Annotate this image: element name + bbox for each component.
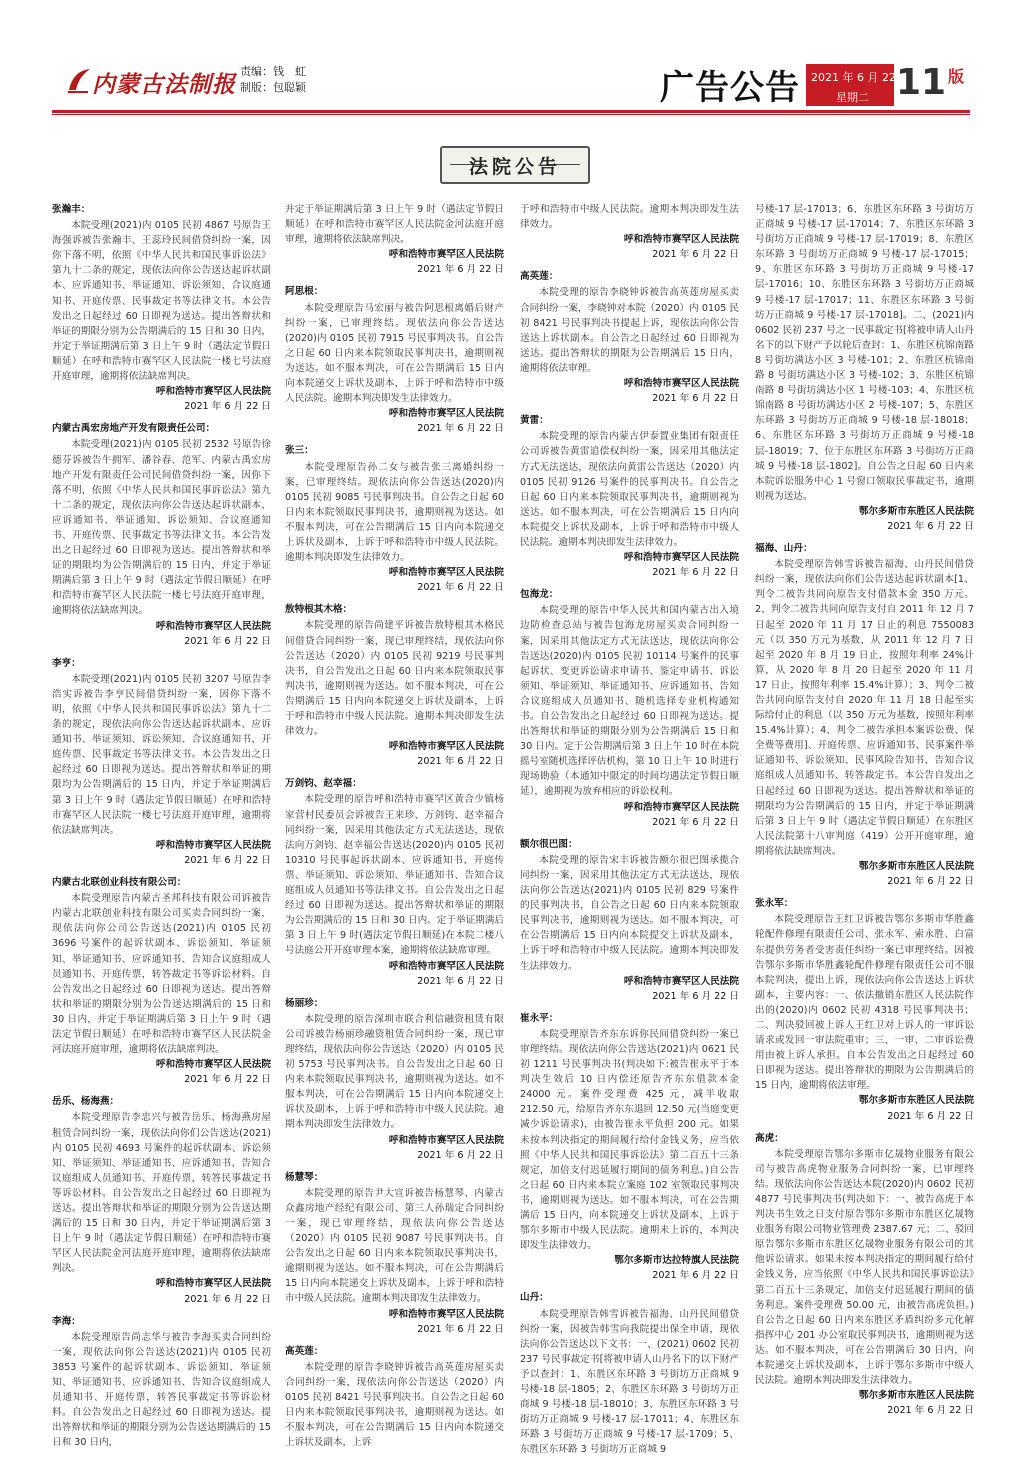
notice-body: 本院受理的原告尚建平诉被告敖特根其木格民间借贷合同纠纷一案，现已审理终结，现依法向你公告送达（2020）内 0105 民初 9219 号民事判决书，自公告发出之日起 60 日内来本院领取民事判决书，逾期则视为送达。如不服本判决，可在公告期满后 15 日内向本院递交上诉状及副本，上诉于呼和浩特市中级人民法院。逾期本判决即发生法律效力。 — [285, 620, 504, 738]
notice-body: 本院受理原告韩雪诉被告福海、山丹民间借贷纠纷一案，现依法向你们公告送达起诉状副本[1、判令二被告共同向原告支付借款本金 350 万元。2、判令二被告共同向原告支付自 2011 年 12 月 7 日起至 2020 年 11 月 17 日止的利息 7550083 元（以 350 万元为基数，从 2011 年 12 月 7 日起至 2020 年 8 月 19 日止，按照年利率 24%计算，从 2020 年 8 月 20 日起至 2020 年 11 月 17 日止，按照年利率 15.4%计算）；3、判令二被告共同向原告支付自 2020 年 11 月 18 日起至实际给付止的利息（以 350 万元为基数，按照年利率 15.4%计算）；4、判令二被告承担本案诉讼费、保全费等费用]、开庭传票、应诉通知书、民事案件举证通知书、诉讼须知、民事风险告知书、告知合议庭组成人员通知书、转答裁定书。本公告自发出之日起经过 60 日即视为送达。提出答辩状和举证的期限均为公告期满后的 15 日内，并定于举证期满后第 3 日上午 9 时（遇法定节假日顺延）在东胜区人民法院第十八审判庭（419）公开开庭审理，逾期将依法缺席判决。 — [755, 559, 974, 857]
notice-date: 2021 年 6 月 22 日 — [184, 854, 271, 866]
notice-entry — [285, 1344, 504, 1451]
page-label: 版 — [948, 67, 965, 86]
notice-party: 张永军： — [755, 898, 794, 910]
notice-entry — [52, 202, 271, 414]
notice-party: 高英莲： — [520, 271, 559, 283]
notice-date: 2021 年 6 月 22 日 — [417, 582, 504, 594]
notice-date: 2021 年 6 月 22 日 — [652, 567, 739, 579]
notice-court: 呼和浩特市赛罕区人民法院 — [388, 1134, 504, 1146]
notice-court: 呼和浩特市赛罕区人民法院 — [155, 1278, 271, 1290]
notice-court: 鄂尔多斯市达拉特旗人民法院 — [614, 1255, 739, 1267]
notice-date: 2021 年 6 月 22 日 — [184, 1074, 271, 1086]
notice-court: 呼和浩特市赛罕区人民法院 — [388, 1308, 504, 1320]
notice-body: 本院受理的原告李晓钟诉被告高英莲房屋买卖合同纠纷一案，现依法向你公告送达（2020）内 0105 民初 8421 号民事判决书。自公告之日起 60 日内来本院领取民事判决书，逾期则视为送达。如不服本判决，可在公告期满后 15 日内向本院递交上诉状及副本，上诉 — [285, 1361, 504, 1449]
column-2 — [285, 202, 504, 1472]
notice-entry — [52, 1094, 271, 1306]
notice-party: 敖特根其木格： — [285, 604, 353, 616]
notice-court: 鄂尔多斯市东胜区人民法院 — [858, 861, 974, 873]
notice-entry — [520, 202, 739, 262]
notice-date: 2021 年 6 月 22 日 — [652, 990, 739, 1002]
notice-body: 本院受理(2021)内 0105 民初 4867 号原告王海强诉被告张瀚丰、王蕊玲民间借贷纠纷一案，因你下落不明，依照《中华人民共和国民事诉讼法》第九十二条的规定，现依法向你公告送达起诉状副本、应诉通知书、举证通知、诉讼须知、合议庭通知书、开庭传票、民事裁定书等法律文书。本公告发出之日起经过 60 日即视为送达。提出答辩状和举证的期限分别为公告期满后的 15 日和 30 日内，并定于举证期满后第 3 日上午 9 时（遇法定节假日顺延）在呼和浩特市赛罕区人民法院一楼七号法庭开庭审理，逾期将依法缺席判决。 — [52, 220, 271, 383]
notice-party: 万剑钧、赵幸福： — [285, 778, 362, 790]
notice-entry — [52, 656, 271, 868]
notice-entry — [755, 202, 974, 534]
notice-entry — [755, 896, 974, 1123]
notice-entry — [520, 413, 739, 580]
notice-court: 呼和浩特市赛罕区人民法院 — [623, 552, 739, 564]
notice-date: 2021 年 6 月 22 日 — [417, 264, 504, 276]
notice-body: 本院受理原告尚志华与被告李海买卖合同纠纷一案，现依法向你公告送达(2021)内 0105 民初 3853 号案件的起诉状副本、诉讼须知、举证须知、举证通知书、应诉通知书、告知合议庭组成人员通知书、开庭传票，转答民事裁定书等诉讼材料。自公告发出之日起经过 60 日即视为送达。提出答辩状和举证的期限分别为公告送达期满后的 15 日和 30 日内， — [52, 1331, 271, 1449]
notice-entry — [285, 284, 504, 436]
header-rule-thin — [52, 114, 970, 115]
notice-entry — [755, 541, 974, 889]
notice-court: 呼和浩特市赛罕区人民法院 — [155, 386, 271, 398]
notice-party: 额尔很巴图： — [520, 838, 578, 850]
issue-date: 2021 年 6 月 22 日 — [811, 71, 911, 84]
notice-date: 2021 年 6 月 22 日 — [887, 876, 974, 888]
issue-weekday: 星期二 — [836, 91, 869, 104]
notice-party: 阿思根： — [285, 286, 324, 298]
notice-court: 鄂尔多斯市东胜区人民法院 — [858, 1095, 974, 1107]
notice-party: 李亨： — [52, 657, 81, 669]
notice-date: 2021 年 6 月 22 日 — [417, 1149, 504, 1161]
notice-party: 杨慧琴： — [285, 1171, 324, 1183]
notice-date: 2021 年 6 月 22 日 — [417, 975, 504, 987]
editor-name: 责编：钱 虹 — [240, 65, 306, 78]
notice-date: 2021 年 6 月 22 日 — [887, 520, 974, 532]
notice-party: 李海： — [52, 1315, 81, 1327]
notice-entry — [285, 602, 504, 769]
notice-party: 杨丽珍： — [285, 997, 324, 1009]
notice-entry — [285, 1170, 504, 1337]
date-box — [806, 64, 911, 106]
notice-body: 本院受理原告内蒙古圣邦科技有限公司诉被告内蒙古北联创业科技有限公司买卖合同纠纷一案，现依法向你公司公告送达(2021)内 0105 民初 3696 号案件的起诉状副本、诉讼须知、举证须知、举证通知书、应诉通知书、告知合议庭组成人员通知书、开庭传票，转答裁定书等诉讼材料。自公告发出之日起经过 60 日即视为送达。提出答辩状和举证的期限分别为公告送达期满后的 15 日和 30 日内，并定于举证期满后第 3 日上午 9 时（遇法定节假日顺延）在呼和浩特市赛罕区人民法院金河法庭开庭审理，逾期将依法缺席判决。 — [52, 893, 271, 1056]
notice-court: 呼和浩特市赛罕区人民法院 — [155, 620, 271, 632]
notice-party: 岳乐、杨海燕： — [52, 1096, 120, 1108]
column-4 — [755, 202, 974, 1472]
newspaper-logo-icon — [66, 66, 92, 94]
notice-body: 本院受理的原告呼和浩特市赛罕区黄合少镇杨家营村民委员会诉被告王来珍、万剑钧、赵幸福合同纠纷一案，因采用其他法定方式无法送达，现依法向万剑钧、赵幸福公告送达(2020)内 0105 民初 10310 号民事起诉状副本、应诉通知书、开庭传票、举证须知、诉讼须知、举证通知书、告知合议庭组成人员通知书等法律文书。自公告发出之日起经过 60 日即视为送达。提出答辩状和举证的期限为公告期满后的 15 日和 30 日内。定于举证期满后第 3 日上午 9 时(遇法定节假日顺延)在本院二楼八号法庭公开开庭审理本案，逾期将依法缺席审理。 — [285, 794, 504, 957]
notice-entry — [285, 443, 504, 595]
notice-party: 山丹： — [520, 1292, 549, 1304]
notice-party: 福海、山丹： — [755, 543, 813, 555]
notice-entry — [285, 202, 504, 277]
section-banner — [440, 146, 590, 184]
notice-court: 呼和浩特市赛罕区人民法院 — [388, 960, 504, 972]
notice-body: 本院受理原告鄂尔多斯市亿晟物业服务有限公司与被告高虎物业服务合同纠纷一案，已审理终结。现依法向你公告送达本院(2020)内 0602 民初 4877 号民事判决书(判决如下：一、被告高虎于本判决书生效之日支付原告鄂尔多斯市东胜区亿晟物业服务有限公司物业管理费 2387.67 元；二、驳回原告鄂尔多斯市东胜区亿晟物业服务有限公司的其他诉讼请求。如果未按本判决指定的期间履行给付金钱义务，应当依照《中华人民共和国民事诉讼法》第二百五十三条规定，加倍支付迟延履行期间的债务利息。案件受理费 50.00 元，由被告高虎负担。)自公告之日起 60 日内来东胜区矛盾纠纷多元化解指挥中心 201 办公室取民事判决书，逾期则视为送达。如不服本判决，可在公告期满后 30 日内，向本院递交上诉状及副本，上诉于鄂尔多斯市中级人民法院。逾期本判决即发生法律效力。 — [755, 1148, 974, 1387]
notice-date: 2021 年 6 月 22 日 — [184, 401, 271, 413]
notice-body: 本院受理的原告深圳市联合利信融资租赁有限公司诉被告杨丽珍融资租赁合同纠纷一案，现已审理终结，现依法向你公告送达（2020）内 0105 民初 5753 号民事判决书。自公告发出之日起 60 日内来本院领取民事判决书，逾期则视为送达。如不服本判决，可在公告期满后 15 日内向本院递交上诉状及副本，上诉于呼和浩特市中级人民法院。逾期本判决即发生法律效力。 — [285, 1013, 504, 1131]
section-title: 广告公告 — [660, 68, 800, 108]
notice-body: 本院受理的原告尹大宣诉被告杨慧琴、内蒙古众鑫房地产经纪有限公司、第三人孙瑞定合同纠纷一案，现已审理终结，现依法向你公告送达（2020）内 0105 民初 9087 号民事判决书。自公告发出之日起 60 日内来本院领取民事判决书，逾期则视为送达。如不服本判决，可在公告期满后 15 日内向本院递交上诉状及副本，上诉于呼和浩特市中级人民法院。逾期本判决即发生法律效力。 — [285, 1187, 504, 1305]
editor-credits — [240, 64, 306, 96]
notice-body: 于呼和浩特市中级人民法院。逾期本判决即发生法律效力。 — [520, 204, 739, 231]
page-number: 11 — [896, 62, 947, 103]
notice-entry — [520, 269, 739, 406]
notice-court: 呼和浩特市赛罕区人民法院 — [388, 567, 504, 579]
notice-date: 2021 年 6 月 22 日 — [652, 816, 739, 828]
notice-party: 张三： — [285, 445, 314, 457]
banner-title: 法院公告 — [468, 156, 561, 178]
notice-entry — [755, 1131, 974, 1419]
notice-court: 呼和浩特市赛罕区人民法院 — [623, 975, 739, 987]
notice-date: 2021 年 6 月 22 日 — [417, 423, 504, 435]
column-3 — [520, 202, 739, 1472]
notice-court: 呼和浩特市赛罕区人民法院 — [388, 249, 504, 261]
notice-date: 2021 年 6 月 22 日 — [417, 1323, 504, 1335]
notice-court: 呼和浩特市赛罕区人民法院 — [388, 408, 504, 420]
notice-body: 本院受理原告王红卫诉被告鄂尔多斯市华胜鑫轮配件修理有限责任公司、张永军、索永胜、白富东提供劳务者受害责任纠纷一案已审理终结。因被告鄂尔多斯市华胜鑫轮配件修理有限责任公司不服本院判决，提出上诉，现依法向你公告送达上诉状副本，主要内容：一、依法撤销东胜区人民法院作出的(2020)内 0602 民初 4318 号民事判决书；二、判决驳回被上诉人王红卫对上诉人的一审诉讼请求或发回一审法院重审；三、一审、二审诉讼费用由被上诉人承担。自本公告发出之日起经过 60 日即视为送达。提出答辩状的期限为公告期满后的 15 日内，逾期将依法审理。 — [755, 914, 974, 1092]
notice-entry — [520, 587, 739, 830]
page-header — [0, 0, 1024, 118]
newspaper-title: 内蒙古法制报 — [92, 71, 236, 98]
notice-party: 黄雷： — [520, 415, 549, 427]
notice-entry — [285, 996, 504, 1163]
notice-body: 本院受理的原告李晓钟诉被告高英莲房屋买卖合同纠纷一案，李晓钟对本院（2020）内 0105 民初 8421 号民事判决书提起上诉，现依法向你公告送达上诉状副本。自公告之日起经过 60 日即视为送达。提出答辩状的期限为公告期满后 15 日内，逾期将依法审理。 — [520, 287, 739, 374]
notice-body: 号楼-17 层-17013；6、东胜区东环路 3 号街坊万正商城 9 号楼-17 层-17014；7、东胜区东环路 3 号街坊万正商城 9 号楼-17 层-17019；8、东胜区东环路 3 号街坊万正商城 9 号楼-17 层-17015；9、东胜区东环路 3 号街坊万正商城 9 号楼-17 层-17016；10、东胜区东环路 3 号街坊万正商城 9 号楼-17 层-17017；11、东胜区东环路 3 号街坊万正商城 9 号楼-17 层-17018]。二、(2021)内 0602 民初 237 号之一民事裁定书[将被申请人山丹名下的以下财产予以轮后查封：1、东胜区杭锦南路 8 号街坊满达小区 3 号楼-101；2、东胜区杭锦南路 8 号街坊满达小区 3 号楼-102；3、东胜区杭锦南路 8 号街坊满达小区 1 号楼-103；4、东胜区杭锦南路 8 号街坊满达小区 2 号楼-107；5、东胜区东环路 3 号街坊万正商城 9 号楼-18 层-18018；6、东胜区东环路 3 号街坊万正商城 9 号楼-18 层-18019；7、位于东胜区东环路 3 号街坊万正商城 9 号楼-18 层-1802]。自公告之日起 60 日内来本院诉讼服务中心 1 号窗口领取民事裁定书，逾期则视为送达。 — [755, 204, 974, 502]
notice-party: 崔永平： — [520, 1012, 559, 1024]
notice-body: 本院受理的原告宋丰诉被告额尔很巴图承揽合同纠纷一案，因采用其他法定方式无法送达，现依法向你公告送达(2021)内 0105 民初 829 号案件的民事判决书，自公告之日起 60 日内来本院领取民事判决书，逾期则视为送达。如不服本判决，可在公告期满后 15 日内向本院提交上诉状及副本，上诉于呼和浩特市中级人民法院。逾期本判决即发生法律效力。 — [520, 854, 739, 972]
notice-court: 鄂尔多斯市东胜区人民法院 — [858, 1390, 974, 1402]
notice-entry — [285, 776, 504, 988]
notice-date: 2021 年 6 月 22 日 — [417, 756, 504, 768]
notice-entry — [52, 1314, 271, 1451]
notice-date: 2021 年 6 月 22 日 — [887, 1110, 974, 1122]
notice-court: 呼和浩特市赛罕区人民法院 — [155, 1059, 271, 1071]
notice-body: 本院受理原告李忠兴与被告岳乐、杨海燕房屋租赁合同纠纷一案，现依法向你们公告送达(2021)内 0105 民初 4693 号案件的起诉状副本、诉讼须知、举证须知、举证通知书、应诉通知书、告知合议庭组成人员通知书、开庭传票，转答民事裁定书等诉讼材料。自公告发出之日起经过 60 日即视为送达。提出答辩状和举证的期限分别为公告送达期满后的 15 日和 30 日内，并定于举证期满后第 3 日上午 9 时（遇法定节假日顺延）在呼和浩特市赛罕区人民法院金河法庭开庭审理，逾期将依法缺席判决。 — [52, 1112, 271, 1275]
notice-court: 鄂尔多斯市东胜区人民法院 — [858, 505, 974, 517]
notice-body: 本院受理(2021)内 0105 民初 3207 号原告李浩实诉被告李亨民间借贷纠纷一案，因你下落不明，依照《中华人民共和国民事诉讼法》第九十二条的规定，现依法向你公告送达起诉状副本、应诉通知书、举证须知、诉讼须知、合议庭通知书、开庭传票、民事裁定书等法律文书。本公告发出之日起经过 60 日即视为送达。提出答辩状和举证的期限均为公告期满后的 15 日内，并定于举证期满后第 3 日上午 9 时（遇法定节假日顺延）在呼和浩特市赛罕区人民法院一楼七号法庭开庭审理，逾期将依法缺席判决。 — [52, 673, 271, 836]
notice-date: 2021 年 6 月 22 日 — [652, 249, 739, 261]
notice-date: 2021 年 6 月 22 日 — [184, 1293, 271, 1305]
notice-party: 内蒙古北联创业科技有限公司： — [52, 877, 187, 889]
notice-party: 张瀚丰： — [52, 204, 91, 215]
notice-date: 2021 年 6 月 22 日 — [184, 635, 271, 647]
header-rule — [52, 110, 970, 113]
notice-body: 本院受理的原告中华人民共和国内蒙古出入境边防检查总站与被告包海龙房屋买卖合同纠纷一案，因采用其他法定方式无法送达，现依法向你公告送达(2020)内 0105 民初 10114 号案件的民事起诉状、变更诉讼请求申请书、鉴定申请书、诉讼须知、举证须知、举证通知书、应诉通知书、告知合议庭组成人员通知书、随机选择专业机构通知书。自公告发出之日起经过 60 日即视为送达。提出答辩状和举证的期限分别为公告期满后 15 日和 30 日内。定于公告期满后第 3 日上午 10 时在本院摇号室随机选择评估机构，第 10 日上午 10 时进行现场勘验（本通知中限定的时间均遇法定节假日顺延），逾期视为放弃相应的诉讼权利。 — [520, 605, 739, 798]
notice-party: 高虎： — [755, 1132, 784, 1144]
column-1 — [52, 202, 271, 1472]
notice-body: 本院受理(2021)内 0105 民初 2532 号原告徐德芬诉被告牛拥军、潘谷春、范军、内蒙古禹宏房地产开发有限责任公司民间借贷纠纷一案，因你下落不明，依照《中华人民共和国民事诉讼法》第九十二条的规定，现依法向你公告送达起诉状副本、应诉通知书、举证通知、诉讼须知、合议庭通知书、开庭传票、民事裁定书等法律文书。本公告发出之日起经过 60 日即视为送达。提出答辩状和举证的期限均为公告期满后的 15 日内，并定于举证期满后第 3 日上午 9 时（遇法定节假日顺延）在呼和浩特市赛罕区人民法院一楼七号法庭开庭审理，逾期将依法缺席判决。 — [52, 439, 271, 617]
notice-party: 内蒙古禹宏房地产开发有限责任公司： — [52, 423, 216, 435]
notice-entry — [52, 875, 271, 1087]
notice-court: 呼和浩特市赛罕区人民法院 — [623, 801, 739, 813]
notice-date: 2021 年 6 月 22 日 — [652, 1270, 739, 1282]
notice-entry — [52, 421, 271, 648]
notice-body: 本院受理的原告内蒙古伊泰置业集团有限责任公司诉被告黄雷追偿权纠纷一案，因采用其他法定方式无法送达，现依法向黄雷公告送达（2020）内 0105 民初 9126 号案件的民事判决书。自公告之日起 60 日内来本院领取民事判决书，逾期则视为送达。如不服本判决，可在公告期满后 15 日内向本院提交上诉状及副本，上诉于呼和浩特市中级人民法院。逾期本判决即发生法律效力。 — [520, 431, 739, 548]
notice-party: 高英莲： — [285, 1345, 324, 1357]
notice-court: 呼和浩特市赛罕区人民法院 — [623, 378, 739, 390]
notice-date: 2021 年 6 月 22 日 — [652, 393, 739, 405]
producer-name: 制版：包聪颖 — [240, 81, 306, 94]
notice-body: 本院受理原告孙二女与被告张三离婚纠纷一案，已审理终结。现依法向你公告送达(2020)内 0105 民初 9085 号民事判决书。自公告之日起 60 日内来本院领取民事判决书，逾期则视为送达。如不服本判决，可在公告期满后 15 日内向本院递交上诉状及副本，上诉于呼和浩特市中级人民法院。逾期本判决即发生法律效力。 — [285, 461, 504, 564]
notice-entry — [520, 837, 739, 1004]
notice-court: 呼和浩特市赛罕区人民法院 — [623, 234, 739, 246]
notice-entry — [520, 1290, 739, 1457]
notice-body: 并定于举证期满后第 3 日上午 9 时（遇法定节假日顺延）在呼和浩特市赛罕区人民法院金河法庭开庭审理，逾期将依法缺席判决。 — [285, 204, 504, 246]
notice-body: 本院受理原告齐东东诉你民间借贷纠纷一案已审理终结。现依法向你公告送达(2021)内 0621 民初 1211 号民事判决书(判决如下:被告崔永平于本判决生效后 10 日内偿还原告齐东东借款本金 24000 元。案件受理费 425 元，减半收取 212.50 元，给原告齐东东退回 12.50 元(当庭变更减少诉讼请求)，由被告崔永平负担 200 元。如果未按本判决指定的期间履行给付金钱义务，应当依照《中华人民共和国民事诉讼法》第二百五十三条规定，加倍支付迟延履行期间的债务利息。)自公告之日起 60 日内来本院立案庭 102 室领取民事判决书，逾期则视为送达。如不服本判决，可在公告期满后 15 日内，向本院递交上诉状及副本，上诉于鄂尔多斯市中级人民法院。逾期未上诉的，本判决即发生法律效力。 — [520, 1028, 739, 1252]
notice-party: 包海龙： — [520, 589, 559, 601]
notice-entry — [520, 1011, 739, 1284]
notice-date: 2021 年 6 月 22 日 — [887, 1405, 974, 1417]
notice-court: 呼和浩特市赛罕区人民法院 — [155, 839, 271, 851]
notice-body: 本院受理原告马宏丽与被告阿思根离婚后财产纠纷一案，已审理终结。现依法向你公告送达(2020)内 0105 民初 7915 号民事判决书。自公告之日起 60 日内来本院领取民事判决书，逾期则视为送达。如不服本判决，可在公告期满后 15 日内向本院递交上诉状及副本，上诉于呼和浩特市中级人民法院。逾期本判决即发生法律效力。 — [285, 302, 504, 405]
notice-body: 本院受理原告韩雪诉被告福海、山丹民间借贷纠纷一案，因被告韩雪向我院提出保全申请，现依法向你公告送达以下文书：一、(2021) 0602 民初 237 号民事裁定书[将被申请人山丹名下的以下财产予以查封：1、东胜区东环路 3 号街坊万正商城 9 号楼-18 层-1805；2、东胜区东环路 3 号街坊万正商城 9 号楼-18 层-18010；3、东胜区东环路 3 号街坊万正商城 9 号楼-17 层-17011；4、东胜区东环路 3 号街坊万正商城 9 号楼-17 层-1709；5、东胜区东环路 3 号街坊万正商城 9 — [520, 1308, 739, 1456]
notice-court: 呼和浩特市赛罕区人民法院 — [388, 741, 504, 753]
